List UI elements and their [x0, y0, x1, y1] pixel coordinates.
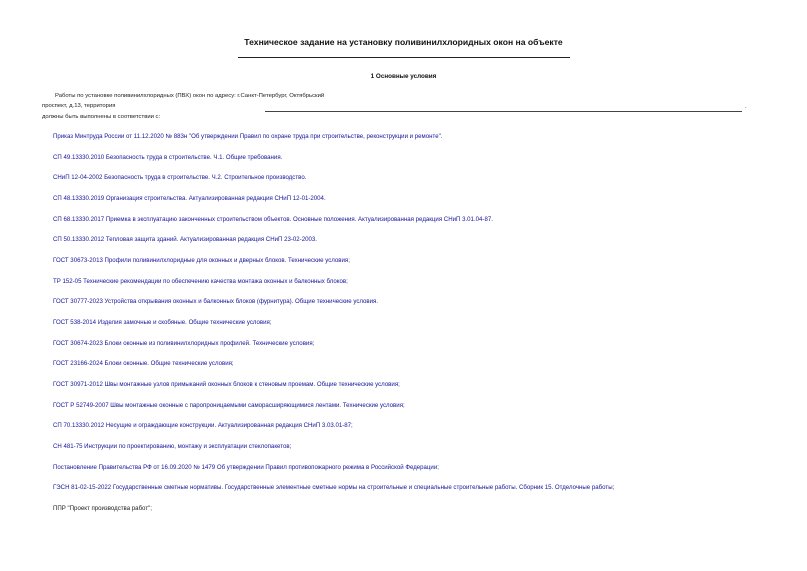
reference-link[interactable]: ГОСТ 30971-2012 Швы монтажные узлов примыканий оконных блоков к стеновым проемам. Общие технические условия;: [53, 380, 400, 388]
reference-link[interactable]: Постановление Правительства РФ от 16.09.2020 № 1479 Об утверждении Правил противопожарного режима в Российской Федерации;: [53, 463, 439, 471]
document-title: Техническое задание на установку поливинилхлоридных окон на объекте: [244, 37, 563, 47]
intro-line-3: должны быть выполнены в соответствии с:: [42, 114, 161, 120]
reference-link[interactable]: ГОСТ 538-2014 Изделия замочные и скобяные. Общие технические условия;: [53, 318, 272, 326]
reference-link[interactable]: ГОСТ 30673-2013 Профили поливинилхлоридные для оконных и дверных блоков. Технические условия;: [53, 256, 350, 264]
references-list: [53, 133, 614, 525]
intro-line-2: проспект, д.13, территория: [42, 103, 116, 109]
reference-link[interactable]: СП 50.13330.2012 Тепловая защита зданий. Актуализированная редакция СНиП 23-02-2003.: [53, 236, 317, 244]
address-fill-line: [265, 111, 742, 112]
reference-link[interactable]: ГОСТ 30777-2023 Устройства открывания оконных и балконных блоков (фурнитура). Общие технические условия.: [53, 298, 379, 306]
reference-link[interactable]: ТР 152-05 Технические рекомендации по обеспечению качества монтажа оконных и балконных блоков;: [53, 277, 348, 285]
reference-link[interactable]: СП 68.13330.2017 Приемка в эксплуатацию законченных строительством объектов. Основные положения. Актуализированная редакция СНиП 3.01.04-87.: [53, 215, 493, 223]
reference-text: ППР "Проект производства работ";: [53, 504, 152, 512]
reference-link[interactable]: СН 481-75 Инструкции по проектированию, монтажу и эксплуатации стеклопакетов;: [53, 442, 292, 450]
intro-line-2-end: .: [745, 104, 747, 110]
reference-link[interactable]: Приказ Минтруда России от 11.12.2020 № 883н "Об утверждении Правил по охране труда при строительстве, реконструкции и ремонте".: [53, 133, 443, 140]
reference-link[interactable]: ГОСТ Р 52749-2007 Швы монтажные оконные с паропроницаемыми саморасширяющимися лентами. Технические условия;: [53, 401, 405, 409]
reference-link[interactable]: СНиП 12-04-2002 Безопасность труда в строительстве. Ч.2. Строительное производство.: [53, 174, 307, 182]
reference-link[interactable]: ГОСТ 23166-2024 Блоки оконные. Общие технические условия;: [53, 360, 234, 368]
reference-link[interactable]: СП 70.13330.2012 Несущие и ограждающие конструкции. Актуализированная редакция СНиП 3.03.01-87;: [53, 422, 353, 430]
reference-link[interactable]: СП 49.13330.2010 Безопасность труда в строительстве. Ч.1. Общие требования.: [53, 153, 283, 161]
title-underline: [238, 57, 570, 58]
reference-link[interactable]: СП 48.13330.2019 Организация строительства. Актуализированная редакция СНиП 12-01-2004.: [53, 194, 326, 202]
intro-line-1: Работы по установке поливинилхлоридных (ПВХ) окон по адресу: г.Санкт-Петербург, Октябрьский: [55, 93, 325, 99]
section-title: 1 Основные условия: [370, 73, 437, 80]
reference-link[interactable]: ГЭСН 81-02-15-2022 Государственные сметные нормативы. Государственные элементные сметные нормы на строительные и специальные строительные работы. Сборник 15. Отделочные работы;: [53, 484, 615, 492]
reference-link[interactable]: ГОСТ 30674-2023 Блоки оконные из поливинилхлоридных профилей. Технические условия;: [53, 339, 315, 347]
